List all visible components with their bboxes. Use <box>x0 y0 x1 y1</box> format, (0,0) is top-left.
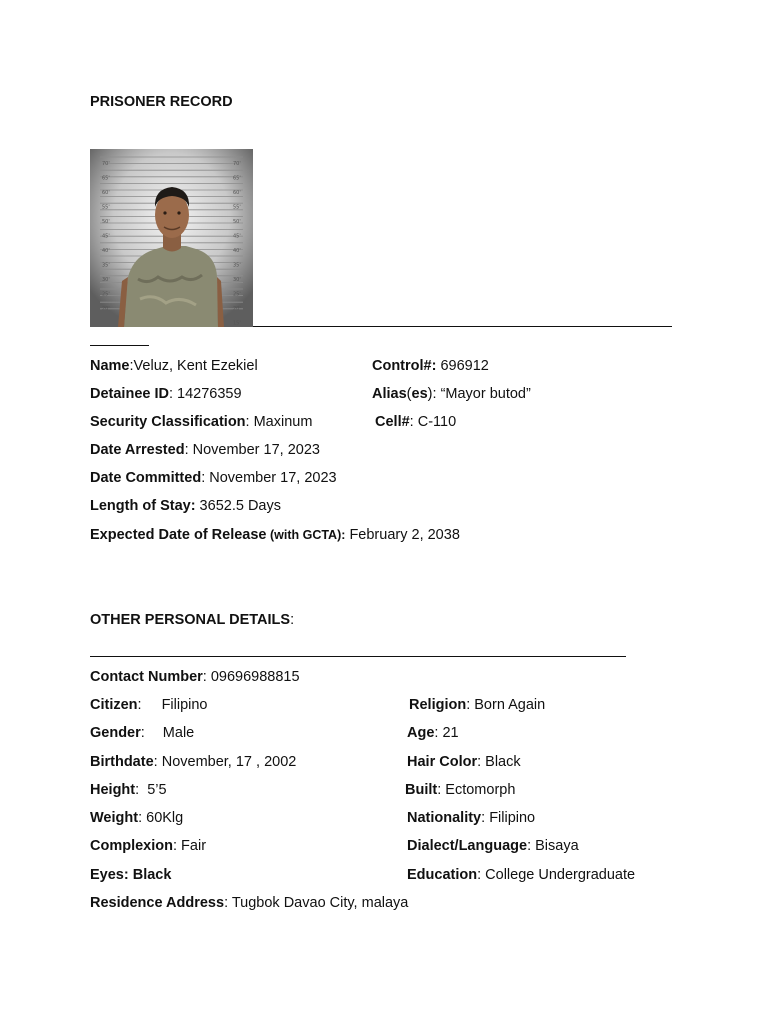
contact-number-field: Contact Number: 09696988815 <box>90 669 300 685</box>
control-number-field: Control#: 696912 <box>372 358 489 374</box>
section-divider <box>90 656 626 657</box>
birthdate-field: Birthdate: November, 17 , 2002 <box>90 754 297 770</box>
height-mark-right: 20' <box>233 306 241 312</box>
alias-field: Alias(es): “Mayor butod” <box>372 386 531 402</box>
date-committed-field: Date Committed: November 17, 2023 <box>90 470 337 486</box>
education-field: Education: College Undergraduate <box>407 867 636 883</box>
weight-field: Weight: 60Klg <box>90 810 184 826</box>
nationality-field: Nationality: Filipino <box>407 810 536 826</box>
height-mark-left: 35' <box>102 262 110 269</box>
height-mark-right: 25' <box>233 291 241 298</box>
height-mark-right: 55' <box>233 204 241 211</box>
height-mark-right: 40' <box>233 248 241 254</box>
hair-color-field: Hair Color: Black <box>407 754 521 770</box>
name-field: Name:Veluz, Kent Ezekiel <box>90 358 258 374</box>
height-mark-left: 70' <box>102 161 110 167</box>
detainee-id-field: Detainee ID: 14276359 <box>90 386 242 402</box>
length-of-stay-field: Length of Stay: 3652.5 Days <box>90 498 281 514</box>
date-arrested-field: Date Arrested: November 17, 2023 <box>90 442 320 458</box>
complexion-field: Complexion: Fair <box>90 838 207 854</box>
security-classification-field: Security Classification: Maxinum <box>90 414 313 430</box>
height-mark-left: 20' <box>102 306 110 312</box>
cell-field: Cell#: C-110 <box>375 414 457 430</box>
mugshot-image <box>90 149 253 327</box>
height-mark-left: 50' <box>102 219 110 225</box>
release-date-field: Expected Date of Release (with GCTA): February 2, 2038 <box>90 527 460 543</box>
height-mark-right: 15' <box>233 320 241 327</box>
height-mark-left: 25' <box>102 291 110 298</box>
height-mark-right: 65' <box>233 175 241 182</box>
height-mark-left: 30' <box>102 277 110 283</box>
photo-underline-wrap <box>90 345 149 346</box>
page-title: PRISONER RECORD <box>90 94 233 110</box>
height-mark-right: 60' <box>233 190 241 196</box>
height-mark-right: 45' <box>233 233 241 240</box>
height-mark-right: 70' <box>233 161 241 167</box>
height-mark-left: 45' <box>102 233 110 240</box>
height-field: Height: 5’5 <box>90 782 167 798</box>
religion-field: Religion: Born Again <box>409 697 546 713</box>
height-mark-left: 65' <box>102 175 110 182</box>
dialect-field: Dialect/Language: Bisaya <box>407 838 579 854</box>
height-mark-left: 40' <box>102 248 110 254</box>
citizen-field: Citizen: Filipino <box>90 697 208 713</box>
residence-address-field: Residence Address: Tugbok Davao City, malaya <box>90 895 409 911</box>
mugshot-photo <box>90 149 253 327</box>
other-details-heading: OTHER PERSONAL DETAILS: <box>90 612 295 628</box>
height-mark-right: 35' <box>233 262 241 269</box>
height-mark-right: 50' <box>233 219 241 225</box>
height-mark-left: 55' <box>102 204 110 211</box>
height-mark-left: 60' <box>102 190 110 196</box>
gender-field: Gender: Male <box>90 725 195 741</box>
eyes-field: Eyes: Black <box>90 867 172 883</box>
photo-underline <box>253 326 672 327</box>
built-field: Built: Ectomorph <box>405 782 516 798</box>
age-field: Age: 21 <box>407 725 459 741</box>
height-mark-right: 30' <box>233 277 241 283</box>
